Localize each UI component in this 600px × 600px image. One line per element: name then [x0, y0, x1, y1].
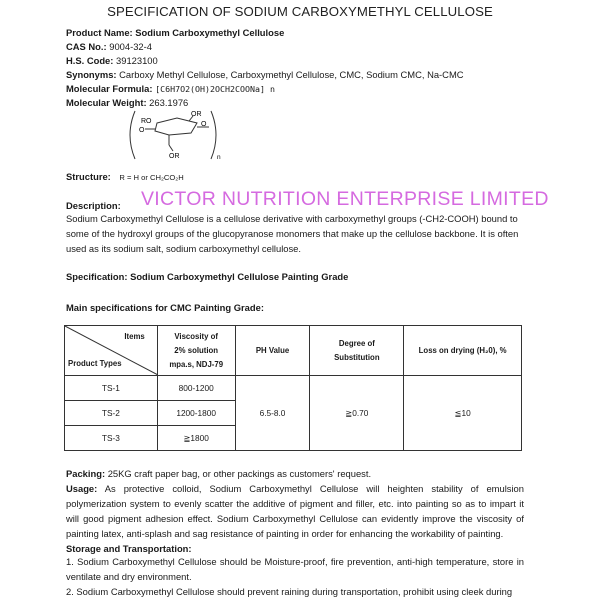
usage-text: As protective colloid, Sodium Carboxymethyl Cellulose will heighten stability of emulsion polymerization system to evenly scatter the additive of pigment and filler, etc. into painting so as to impart it will good pigment adhesion effect. Sodium Carboxymethyl Cellulose can evidently improve the viscosity of painting latex, anti-splash and sag resistance of painting in order for enhancing the workability of painting. — [66, 483, 524, 539]
formula-line — [66, 83, 275, 95]
hs-code-label: H.S. Code: — [66, 55, 114, 66]
packing-line — [66, 468, 371, 480]
header-items: Items — [124, 332, 145, 341]
packing-value: 25KG craft paper bag, or other packings as customers' request. — [107, 468, 372, 479]
structure-or-bottom: OR — [169, 153, 180, 160]
structure-ro: RO — [141, 118, 152, 125]
row-3-viscosity: ≧1800 — [157, 426, 235, 451]
packing-label: Packing: — [66, 468, 106, 479]
structure-or-top: OR — [191, 111, 202, 118]
structure-line — [66, 171, 184, 184]
main-spec-heading-line — [66, 302, 264, 314]
row-1-viscosity: 800-1200 — [157, 376, 235, 401]
shared-ph-value: 6.5-8.0 — [235, 376, 310, 451]
spec-table — [64, 325, 522, 451]
usage-label: Usage: — [66, 483, 98, 494]
header-ph: PH Value — [235, 326, 310, 376]
description-text: Sodium Carboxymethyl Cellulose is a cellulose derivative with carboxymethyl groups (-CH2-COOH) bound to some of the hydroxyl groups of the glucopyranose monomers that make up the cellulose backbone. It is often used as its sodium salt, sodium carboxymethyl cellulose. — [66, 213, 519, 254]
row-1-type: TS-1 — [65, 376, 158, 401]
header-loss-on-drying: Loss on drying (H₂0), % — [404, 326, 522, 376]
synonyms-line — [66, 69, 464, 81]
structure-diagram — [125, 107, 235, 167]
header-substitution-line-1: Degree of — [338, 338, 375, 348]
formula-value: [C6H7O2(OH)2OCH2COONa] n — [155, 84, 275, 94]
storage-item-1: 1. Sodium Carboxymethyl Cellulose should be Moisture-proof, fire prevention, anti-high temperature, store in ventilate and dry environment. — [66, 556, 524, 582]
cas-value: 9004-32-4 — [109, 41, 152, 52]
header-substitution-line-2: Substitution — [334, 352, 380, 362]
shared-substitution-value: ≧0.70 — [310, 376, 404, 451]
header-viscosity-line-3: mpa.s, NDJ-79 — [169, 359, 224, 369]
hs-code-line — [66, 55, 158, 67]
header-viscosity-line-2: 2% solution — [174, 345, 219, 355]
structure-o-left: O — [139, 127, 145, 134]
product-name-value: Sodium Carboxymethyl Cellulose — [135, 27, 285, 38]
hs-code-value: 39123100 — [116, 55, 158, 66]
main-spec-heading: Main specifications for CMC Painting Grade: — [66, 302, 264, 313]
formula-label: Molecular Formula: — [66, 83, 153, 94]
cas-label: CAS No.: — [66, 41, 107, 52]
storage-item-2: 2. Sodium Carboxymethyl Cellulose should prevent raining during transportation, prohibit using cleek during — [66, 586, 513, 597]
synonyms-value: Carboxy Methyl Cellulose, Carboxymethyl Cellulose, CMC, Sodium CMC, Na-CMC — [119, 69, 464, 80]
weight-value: 263.1976 — [149, 97, 189, 108]
row-3-type: TS-3 — [65, 426, 158, 451]
specification-heading: Specification: Sodium Carboxymethyl Cellulose Painting Grade — [66, 271, 349, 282]
header-viscosity — [157, 326, 235, 376]
storage-heading: Storage and Transportation: — [66, 543, 192, 554]
specification-heading-line — [66, 271, 348, 283]
row-2-viscosity: 1200-1800 — [157, 401, 235, 426]
header-viscosity-line-1: Viscosity of — [174, 331, 218, 341]
shared-loss-value: ≦10 — [404, 376, 522, 451]
structure-n: n — [217, 154, 221, 161]
product-name-label: Product Name: — [66, 27, 133, 38]
usage-paragraph — [66, 481, 524, 541]
table-header-row — [65, 326, 522, 376]
table-row — [65, 376, 522, 401]
product-name-line — [66, 27, 284, 39]
header-items-cell — [65, 326, 158, 376]
document-title: SPECIFICATION OF SODIUM CARBOXYMETHYL CELLULOSE — [107, 4, 493, 19]
synonyms-label: Synonyms: — [66, 69, 117, 80]
structure-label: Structure: — [66, 171, 111, 182]
header-substitution — [310, 326, 404, 376]
description-label: Description: — [66, 200, 121, 211]
structure-o-right: O — [201, 121, 207, 128]
company-watermark: VICTOR NUTRITION ENTERPRISE LIMITED — [141, 188, 549, 210]
cas-line — [66, 41, 152, 53]
header-product-types: Product Types — [68, 359, 122, 368]
weight-label: Molecular Weight: — [66, 97, 147, 108]
row-2-type: TS-2 — [65, 401, 158, 426]
structure-value: R = H or CH₂CO₂H — [119, 173, 184, 182]
